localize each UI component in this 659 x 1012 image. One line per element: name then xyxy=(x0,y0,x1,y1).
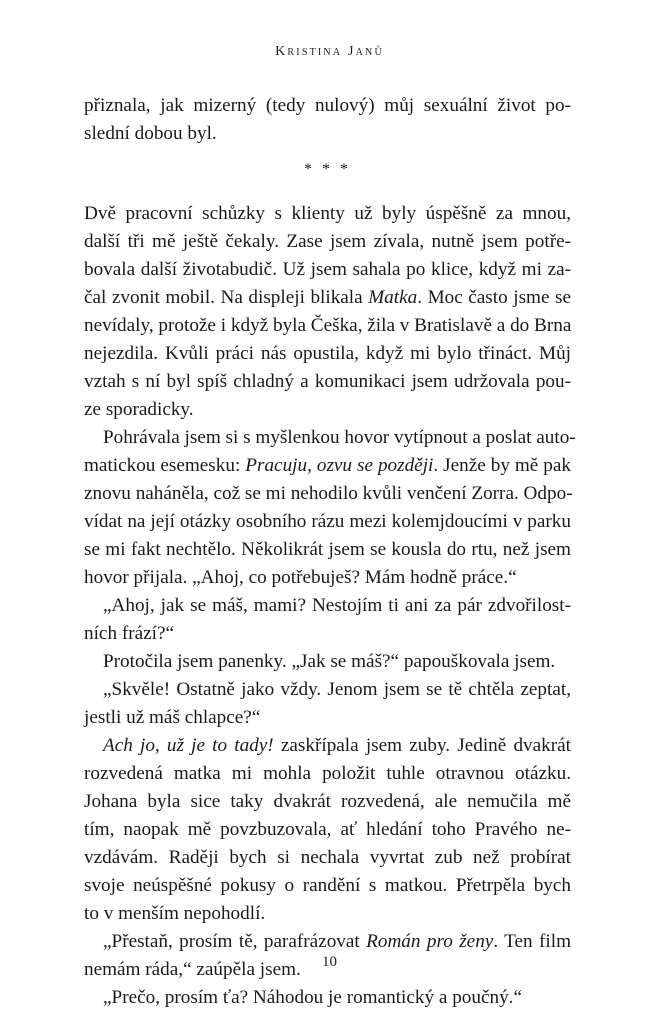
running-head-author: Kristina Janů xyxy=(275,44,384,59)
text-line: Ach jo, už je to tady! zaskřípala jsem zuby. Jedině dvakrát xyxy=(103,735,571,756)
text-line: nevídaly, protože i když byla Češka, žila v Bratislavě a do Brna xyxy=(84,315,572,336)
text-line: vídat na její otázky osobního rázu mezi kolemjdoucími v parku xyxy=(84,511,571,532)
text-line: přiznala, jak mizerný (tedy nulový) můj sexuální život po- xyxy=(84,95,571,116)
text-line: Johana byla sice taky dvakrát rozvedená, ale nemučila mě xyxy=(84,791,571,812)
text-line: ze sporadicky. xyxy=(84,399,194,420)
text-line: bovala další životabudič. Už jsem sahala po klice, když mi za- xyxy=(84,259,571,280)
section-separator: * * * xyxy=(304,161,351,178)
text-line: jestli už máš chlapce?“ xyxy=(84,707,261,728)
text-line: Protočila jsem panenky. „Jak se máš?“ papouškovala jsem. xyxy=(103,651,556,672)
text-line: „Přestaň, prosím tě, parafrázovat Román pro ženy. Ten film xyxy=(103,931,571,952)
text-line: čal zvonit mobil. Na displeji blikala Matka. Moc často jsme se xyxy=(84,287,571,308)
text-line: ních frází?“ xyxy=(84,623,175,644)
text-line: „Skvěle! Ostatně jako vždy. Jenom jsem se tě chtěla zeptat, xyxy=(103,679,571,700)
text-line: hovor přijala. „Ahoj, co potřebuješ? Mám hodně práce.“ xyxy=(84,567,517,588)
text-line: „Prečo, prosím ťa? Náhodou je romantický a poučný.“ xyxy=(103,987,522,1008)
italic-text: Matka xyxy=(368,287,418,308)
text-line: další tři mě ještě čekaly. Zase jsem zívala, nutně jsem potře- xyxy=(84,231,571,252)
text-line: to v menším nepohodlí. xyxy=(84,903,266,924)
text-line: rozvedená matka mi mohla položit tuhle otravnou otázku. xyxy=(84,763,571,784)
text-line: vztah s ní byl spíš chladný a komunikaci jsem udržovala pou- xyxy=(84,371,571,392)
text-line: svoje neúspěšné pokusy o randění s matkou. Přetrpěla bych xyxy=(84,875,571,896)
italic-text: Pracuju, ozvu se později xyxy=(245,455,434,476)
italic-text: Ach jo, už je to tady! xyxy=(103,735,274,756)
body-text xyxy=(84,92,576,1012)
italic-text: Román pro ženy xyxy=(366,931,494,952)
text-line: vzdávám. Raději bych si nechala vyvrtat zub než probírat xyxy=(84,847,571,868)
text-line: tím, naopak mě povzbuzovala, ať hledání toho Pravého ne- xyxy=(84,819,571,840)
text-line: „Ahoj, jak se máš, mami? Nestojím ti ani za pár zdvořilost- xyxy=(103,595,571,616)
text-line: Pohrávala jsem si s myšlenkou hovor vytípnout a poslat auto- xyxy=(103,427,576,448)
text-line: Dvě pracovní schůzky s klienty už byly úspěšně za mnou, xyxy=(84,203,571,224)
text-line: znovu naháněla, což se mi nehodilo kvůli venčení Zorra. Odpo- xyxy=(84,483,573,504)
text-line: nemám ráda,“ zaúpěla jsem. xyxy=(84,959,301,980)
text-line: matickou esemesku: Pracuju, ozvu se později. Jenže by mě pak xyxy=(84,455,571,476)
text-line: slední dobou byl. xyxy=(84,123,217,144)
text-line: se mi fakt nechtělo. Několikrát jsem se kousla do rtu, než jsem xyxy=(84,539,571,560)
page-number: 10 xyxy=(322,954,337,970)
text-line: nejezdila. Kvůli práci nás opustila, když mi bylo třináct. Můj xyxy=(84,343,571,364)
